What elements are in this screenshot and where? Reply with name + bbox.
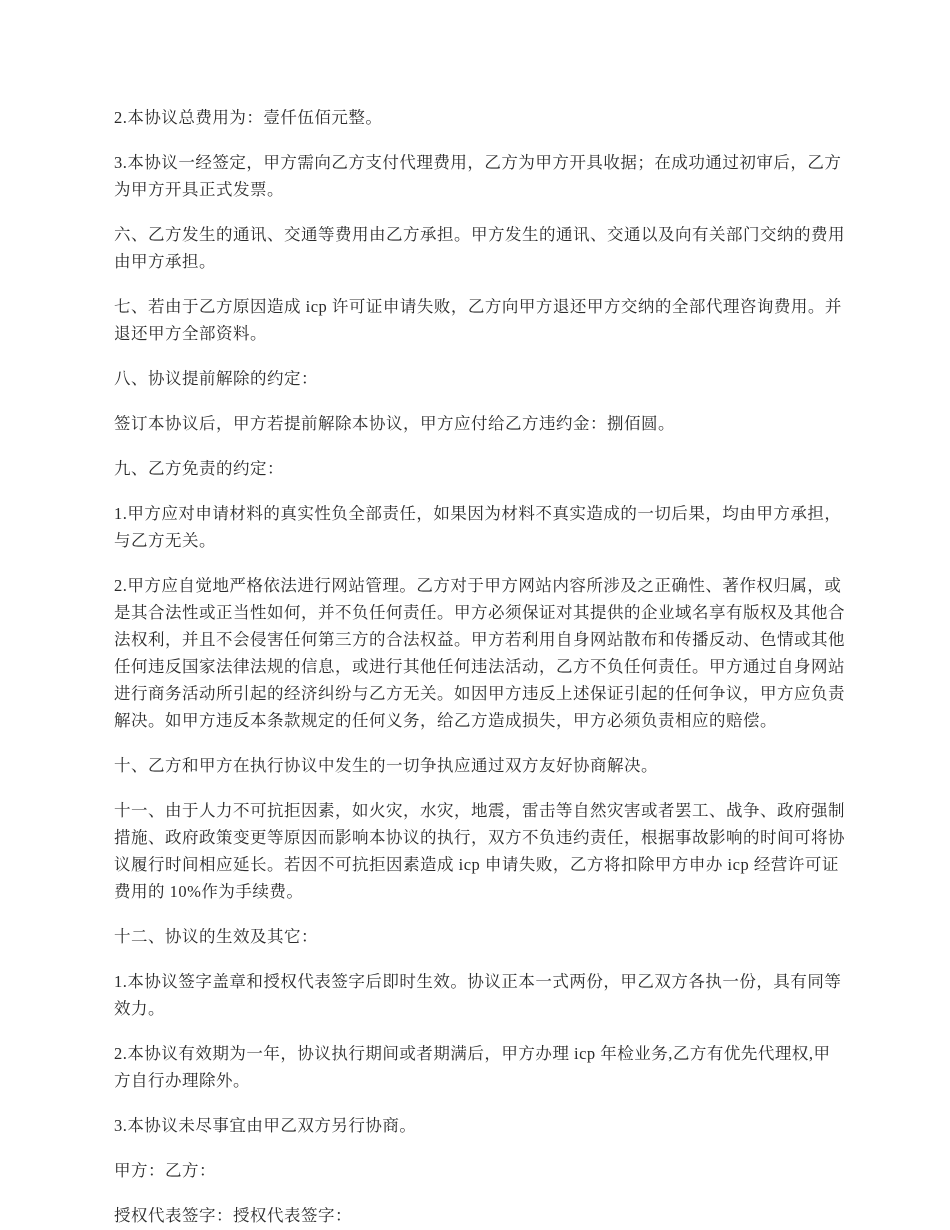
paragraph-clause-12-heading: 十二、协议的生效及其它：	[114, 927, 318, 946]
paragraph-clause-9-heading: 九、乙方免责的约定：	[114, 459, 284, 478]
paragraph-payment-terms: 3.本协议一经签定，甲方需向乙方支付代理费用，乙方为甲方开具收据；在成功通过初审后，乙方为甲方开具正式发票。	[114, 153, 842, 199]
paragraph-clause-7: 七、若由于乙方原因造成 icp 许可证申请失败，乙方向甲方退还甲方交纳的全部代理咨询费用。并退还甲方全部资料。	[114, 297, 842, 343]
paragraph-clause-12-item-2: 2.本协议有效期为一年，协议执行期间或者期满后，甲方办理 icp 年检业务,乙方有优先代理权,甲方自行办理除外。	[114, 1044, 831, 1090]
paragraph-total-fee: 2.本协议总费用为：壹仟伍佰元整。	[114, 108, 383, 127]
paragraph-clause-8-heading: 八、协议提前解除的约定：	[114, 369, 318, 388]
paragraph-clause-6: 六、乙方发生的通讯、交通等费用由乙方承担。甲方发生的通讯、交通以及向有关部门交纳的费用由甲方承担。	[114, 225, 845, 271]
paragraph-clause-11: 十一、由于人力不可抗拒因素，如火灾，水灾，地震，雷击等自然灾害或者罢工、战争、政府强制措施、政府政策变更等原因而影响本协议的执行，双方不负违约责任，根据事故影响的时间可将协议履行时间相应延长。若因不可抗拒因素造成 icp 申请失败，乙方将扣除甲方申办 icp 经营许可证费用的 10%作为手续费。	[114, 801, 845, 901]
paragraph-clause-9-item-2: 2.甲方应自觉地严格依法进行网站管理。乙方对于甲方网站内容所涉及之正确性、著作权归属，或是其合法性或正当性如何，并不负任何责任。甲方必须保证对其提供的企业域名享有版权及其他合法权利，并且不会侵害任何第三方的合法权益。甲方若利用自身网站散布和传播反动、色情或其他任何违反国家法律法规的信息，或进行其他任何违法活动，乙方不负任何责任。甲方通过自身网站进行商务活动所引起的经济纠纷与乙方无关。如因甲方违反上述保证引起的任何争议，甲方应负责解决。如甲方违反本条款规定的任何义务，给乙方造成损失，甲方必须负责相应的赔偿。	[114, 576, 845, 730]
paragraph-clause-12-item-3: 3.本协议未尽事宜由甲乙双方另行协商。	[114, 1116, 417, 1135]
paragraph-clause-12-item-1: 1.本协议签字盖章和授权代表签字后即时生效。协议正本一式两份，甲乙双方各执一份，具有同等效力。	[114, 972, 842, 1018]
paragraph-clause-8-body: 签订本协议后，甲方若提前解除本协议，甲方应付给乙方违约金：捌佰圆。	[114, 414, 675, 433]
paragraph-clause-10: 十、乙方和甲方在执行协议中发生的一切争执应通过双方友好协商解决。	[114, 756, 658, 775]
paragraph-clause-9-item-1: 1.甲方应对申请材料的真实性负全部责任，如果因为材料不真实造成的一切后果，均由甲方承担，与乙方无关。	[114, 504, 842, 550]
paragraph-representative-signature-line: 授权代表签字：授权代表签字：	[114, 1206, 352, 1225]
paragraph-party-signature-line: 甲方：乙方：	[114, 1161, 216, 1180]
